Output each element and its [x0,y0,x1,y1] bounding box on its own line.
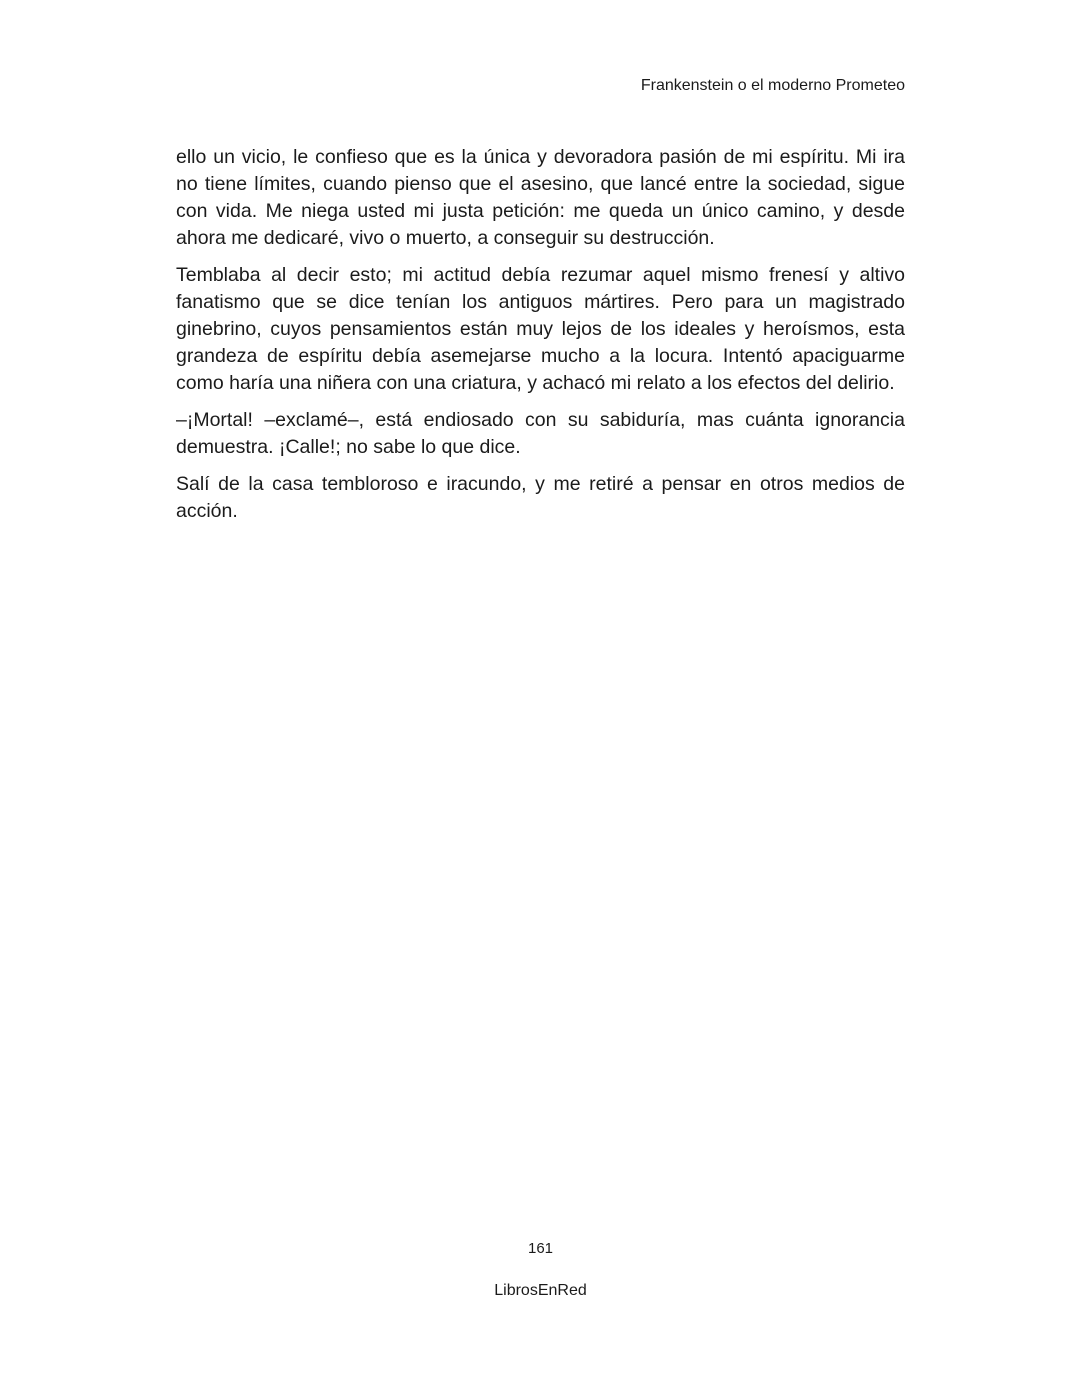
paragraph: –¡Mortal! –exclamé–, está endiosado con su sabiduría, mas cuánta ignorancia demuestra. ¡Calle!; no sabe lo que dice. [176,409,905,458]
paragraph: Temblaba al decir esto; mi actitud debía rezumar aquel mismo frenesí y altivo fanatismo que se dice tenían los antiguos mártires. Pero para un magistrado ginebrino, cuyos pensamientos están muy lejos de los ideales y heroísmos, esta grandeza de espíritu debía asemejarse mucho a la locura. Intentó apaciguarme como haría una niñera con una criatura, y achacó mi relato a los efectos del delirio. [176,264,905,394]
page-number: 161 [527,1240,554,1257]
running-header-title: Frankenstein o el moderno Prometeo [640,77,905,94]
paragraph: Salí de la casa tembloroso e iracundo, y me retiré a pensar en otros medios de acción. [176,473,905,522]
publisher-mark: LibrosEnRed [494,1282,587,1299]
paragraph: ello un vicio, le confieso que es la única y devoradora pasión de mi espíritu. Mi ira no tiene límites, cuando pienso que el asesino, que lancé entre la sociedad, sigue con vida. Me niega usted mi justa petición: me queda un único camino, y desde ahora me dedicaré, vivo o muerto, a conseguir su destrucción. [176,146,905,249]
body-text [176,144,905,535]
